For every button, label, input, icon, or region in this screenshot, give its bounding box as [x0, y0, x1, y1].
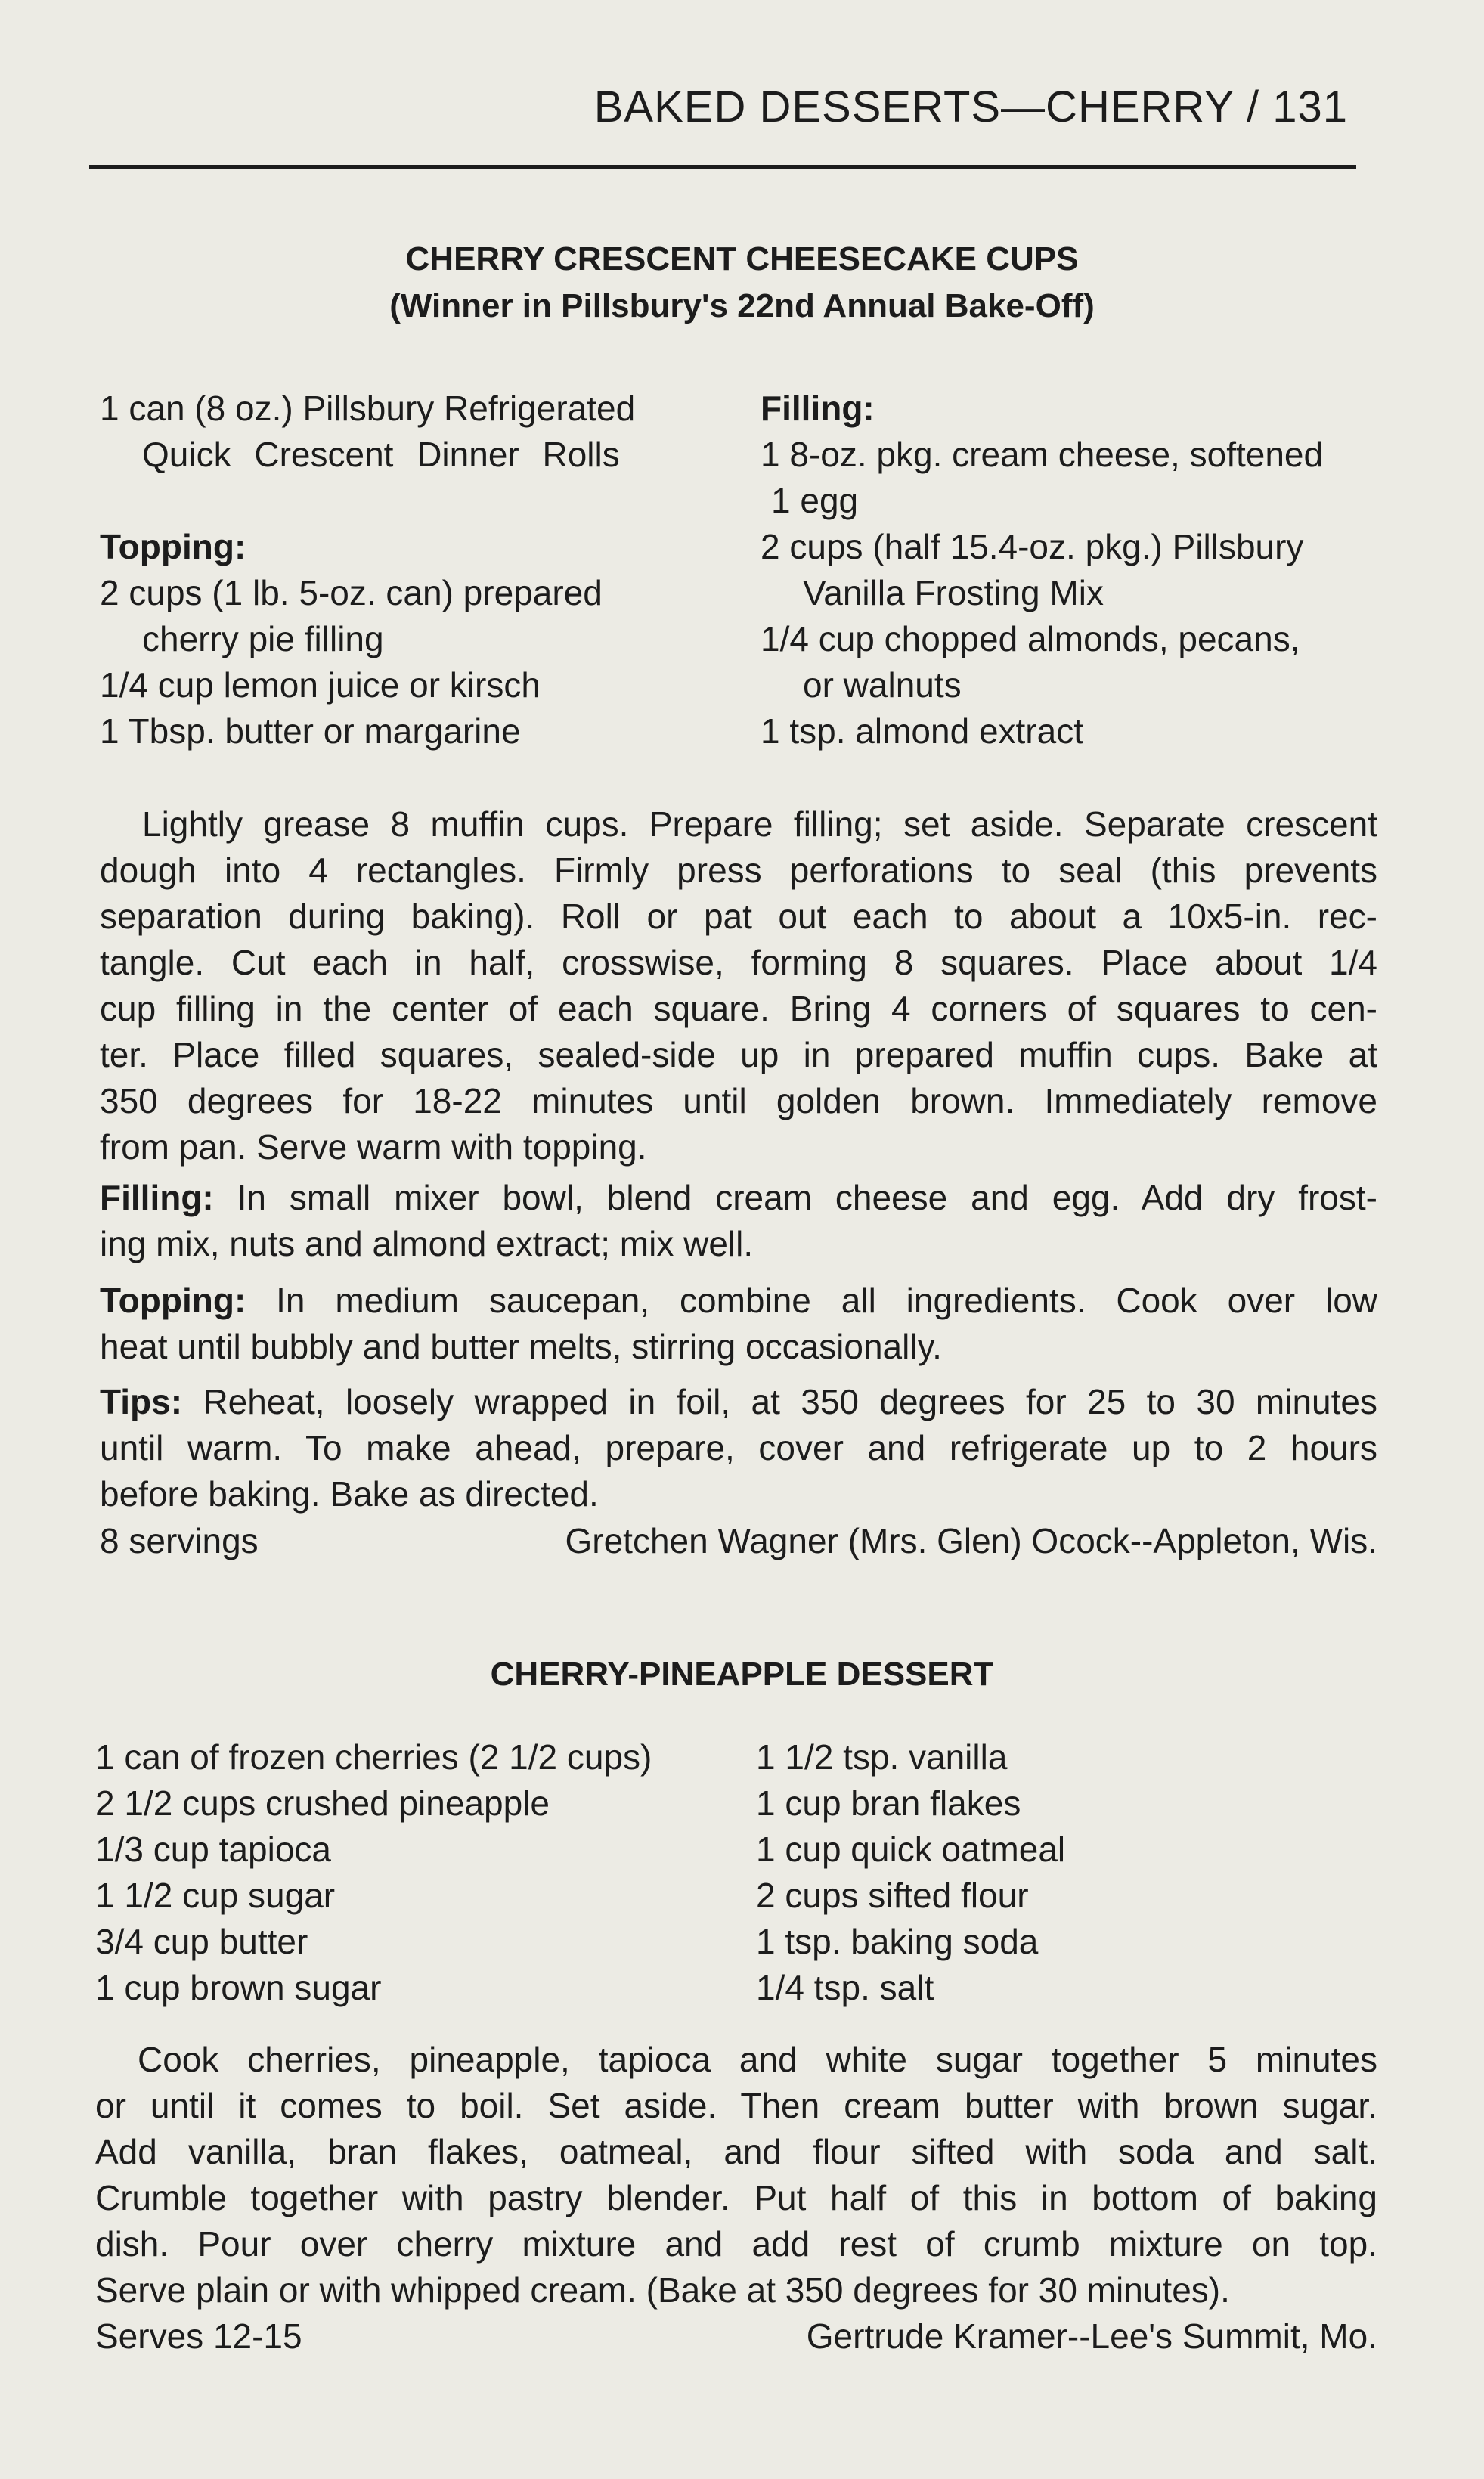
- ingredient-line: 3/4 cup butter: [95, 1922, 308, 1961]
- directions-line: or until it comes to boil. Set aside. Then cream butter with brown sugar.: [95, 2086, 1377, 2125]
- ingredient-line: [100, 432, 718, 478]
- directions-line: ter. Place filled squares, sealed-side up in prepared muffin cups. Bake at: [100, 1035, 1377, 1074]
- ingredient-line: 1 tsp. baking soda: [756, 1922, 1039, 1961]
- recipe-directions: [95, 2037, 1377, 2313]
- ingredient-line: 1 Tbsp. butter or margarine: [100, 711, 521, 751]
- tips: [100, 1379, 1377, 1517]
- directions-line: ing mix, nuts and almond extract; mix well.: [100, 1224, 754, 1263]
- ingredient-line: 2 1/2 cups crushed pineapple: [95, 1783, 550, 1823]
- directions-line: dish. Pour over cherry mixture and add rest of crumb mixture on top.: [95, 2224, 1377, 2264]
- directions-line: cup filling in the center of each square. Bring 4 corners of squares to cen-: [100, 989, 1377, 1028]
- directions-line: Cook cherries, pineapple, tapioca and white sugar together 5 minutes: [138, 2040, 1377, 2079]
- ingredient-line: 1 tsp. almond extract: [761, 711, 1083, 751]
- contributor: Gertrude Kramer--Lee's Summit, Mo.: [806, 2316, 1377, 2356]
- topping-text: In medium saucepan, combine all ingredients. Cook over low: [246, 1281, 1377, 1320]
- recipe-title: CHERRY CRESCENT CHEESECAKE CUPS: [405, 240, 1079, 277]
- directions-line: heat until bubbly and butter melts, stirring occasionally.: [100, 1327, 942, 1366]
- ingredient-line: 1 cup brown sugar: [95, 1968, 382, 2007]
- ingredients-left-column: [100, 386, 718, 755]
- recipe-byline: [95, 2313, 1377, 2360]
- recipe-subtitle: (Winner in Pillsbury's 22nd Annual Bake-Off): [389, 287, 1095, 324]
- filling-text: In small mixer bowl, blend cream cheese and egg. Add dry frost-: [213, 1178, 1377, 1217]
- ingredient-line-text: Quick Crescent Dinner Rolls: [142, 435, 620, 474]
- ingredient-line: 1/4 cup chopped almonds, pecans,: [761, 619, 1300, 658]
- servings: Serves 12-15: [95, 2316, 302, 2356]
- ingredient-line: 2 cups (half 15.4-oz. pkg.) Pillsbury: [761, 527, 1304, 566]
- ingredient-line: Vanilla Frosting Mix: [803, 573, 1104, 612]
- ingredients-right-column: [756, 1734, 1361, 2011]
- ingredient-line: 1 cup bran flakes: [756, 1783, 1021, 1823]
- directions-line: Crumble together with pastry blender. Put half of this in bottom of baking: [95, 2178, 1377, 2217]
- directions-line: [100, 1175, 1377, 1221]
- ingredients-left-column: [95, 1734, 745, 2011]
- topping-label: Topping:: [100, 1281, 246, 1320]
- topping-heading: Topping:: [100, 527, 246, 566]
- recipe-directions: [100, 801, 1377, 1170]
- directions-line: separation during baking). Roll or pat out each to about a 10x5-in. rec-: [100, 897, 1377, 936]
- ingredient-line: 1 1/2 cup sugar: [95, 1876, 336, 1915]
- ingredient-line: 2 cups sifted flour: [756, 1876, 1029, 1915]
- ingredient-line: 1 can of frozen cherries (2 1/2 cups): [95, 1737, 652, 1777]
- ingredient-line: 1 cup quick oatmeal: [756, 1830, 1066, 1869]
- ingredient-line: 1 1/2 tsp. vanilla: [756, 1737, 1008, 1777]
- contributor: Gretchen Wagner (Mrs. Glen) Ocock--Appleton, Wis.: [565, 1521, 1377, 1560]
- ingredient-line: 1 8-oz. pkg. cream cheese, softened: [761, 435, 1324, 474]
- directions-line: 350 degrees for 18-22 minutes until golden brown. Immediately remove: [100, 1081, 1377, 1120]
- filling-instructions: [100, 1175, 1377, 1267]
- ingredients-right-column: [761, 386, 1396, 755]
- spacer: [100, 478, 718, 524]
- running-head: BAKED DESSERTS—CHERRY / 131: [593, 82, 1348, 132]
- ingredient-line: 1 can (8 oz.) Pillsbury Refrigerated: [100, 389, 636, 428]
- directions-line: dough into 4 rectangles. Firmly press perforations to seal (this prevents: [100, 851, 1377, 890]
- directions-line: Lightly grease 8 muffin cups. Prepare filling; set aside. Separate crescent: [142, 804, 1377, 844]
- recipe-byline: [100, 1518, 1377, 1564]
- tips-label: Tips:: [100, 1382, 183, 1421]
- ingredient-line: 1 egg: [771, 481, 859, 520]
- directions-line: Add vanilla, bran flakes, oatmeal, and flour sifted with soda and salt.: [95, 2132, 1377, 2171]
- filling-label: Filling:: [100, 1178, 214, 1217]
- filling-heading: Filling:: [761, 389, 875, 428]
- ingredient-line: or walnuts: [803, 665, 962, 705]
- directions-line: [100, 1379, 1377, 1425]
- directions-line: Serve plain or with whipped cream. (Bake at 350 degrees for 30 minutes).: [95, 2270, 1230, 2310]
- directions-line: tangle. Cut each in half, crosswise, forming 8 squares. Place about 1/4: [100, 943, 1377, 982]
- header-rule: [89, 165, 1356, 169]
- topping-instructions: [100, 1278, 1377, 1370]
- ingredient-line: 1/4 tsp. salt: [756, 1968, 934, 2007]
- ingredient-line: 2 cups (1 lb. 5-oz. can) prepared: [100, 573, 603, 612]
- ingredient-line: cherry pie filling: [142, 619, 384, 658]
- recipe-title: CHERRY-PINEAPPLE DESSERT: [490, 1656, 994, 1693]
- directions-line: from pan. Serve warm with topping.: [100, 1127, 647, 1167]
- tips-text: Reheat, loosely wrapped in foil, at 350 degrees for 25 to 30 minutes: [182, 1382, 1377, 1421]
- ingredient-line: 1/3 cup tapioca: [95, 1830, 332, 1869]
- directions-line: until warm. To make ahead, prepare, cover and refrigerate up to 2 hours: [100, 1428, 1377, 1467]
- servings: 8 servings: [100, 1521, 259, 1560]
- directions-line: [100, 1278, 1377, 1324]
- directions-line: before baking. Bake as directed.: [100, 1474, 599, 1514]
- ingredient-line: 1/4 cup lemon juice or kirsch: [100, 665, 541, 705]
